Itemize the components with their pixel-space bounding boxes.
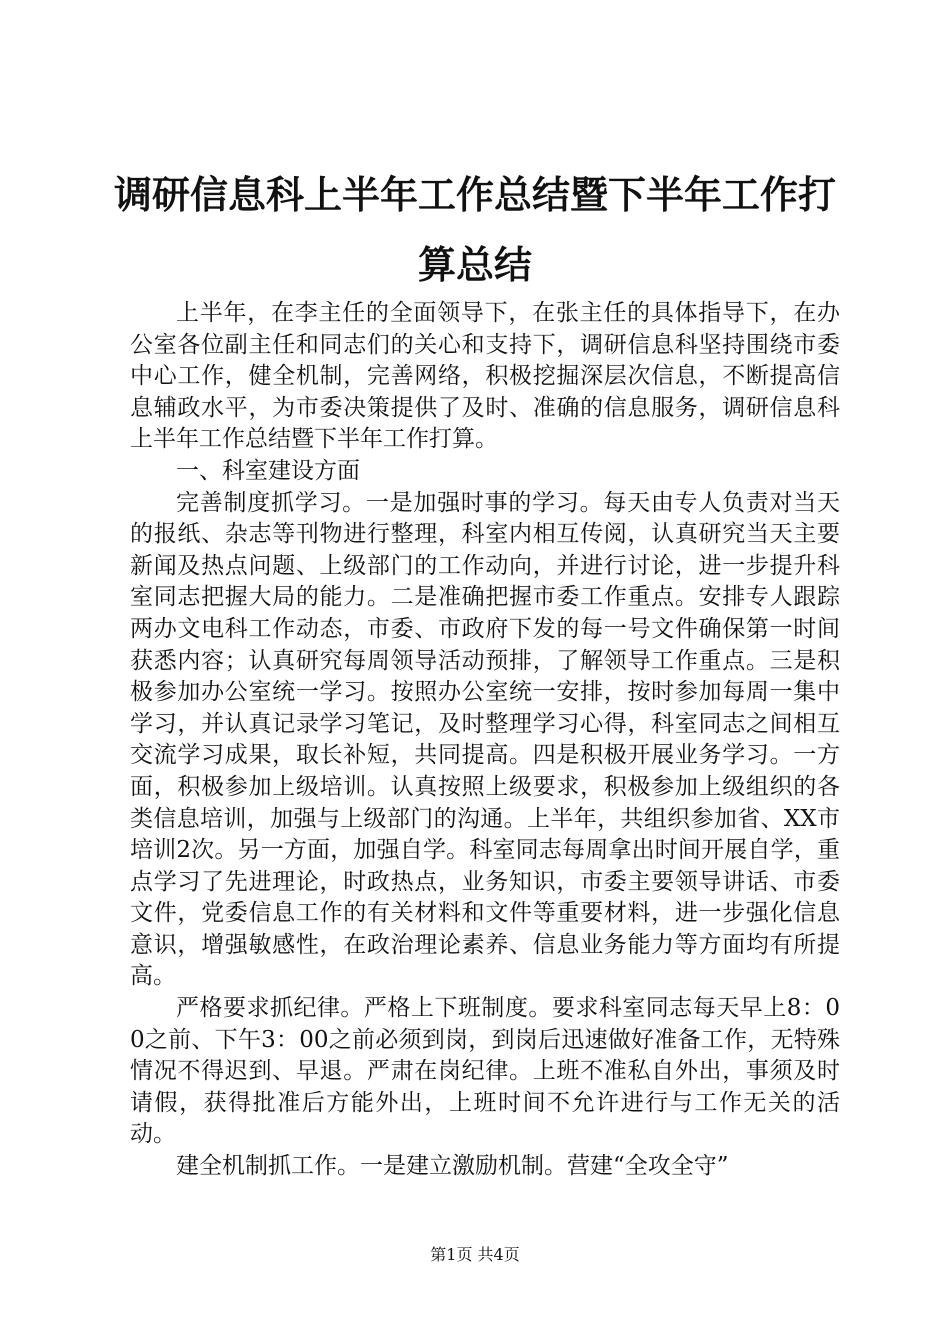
paragraph-mechanism: 建全机制抓工作。一是建立激励机制。营建“全攻全守” xyxy=(176,1153,729,1180)
section-heading: 一、科室建设方面 xyxy=(176,457,360,484)
page-footer: 第1页 共4页 xyxy=(430,1245,520,1264)
document-title: 调研信息科上半年工作总结暨下半年工作打算总结 xyxy=(113,172,836,287)
paragraph-intro: 上半年，在李主任的全面领导下，在张主任的具体指导下，在办公室各位副主任和同志们的关心和支持下，调研信息科坚持围绕市委中心工作，健全机制，完善网络，积极挖掘深层次信息，不断提高信息辅政水平，为市委决策提供了及时、准确的信息服务，调研信息科上半年工作总结暨下半年工作打算。 xyxy=(130,300,840,453)
paragraph-discipline: 严格要求抓纪律。严格上下班制度。要求科室同志每天早上8：00之前、下午3：00之前必须到岗，到岗后迅速做好准备工作，无特殊情况不得迟到、早退。严肃在岗纪律。上班不准私自外出，事须及时请假，获得批准后方能外出，上班时间不允许进行与工作无关的活动。 xyxy=(130,995,840,1148)
paragraph-study: 完善制度抓学习。一是加强时事的学习。每天由专人负责对当天的报纸、杂志等刊物进行整理，科室内相互传阅，认真研究当天主要新闻及热点问题、上级部门的工作动向，并进行讨论，进一步提升科室同志把握大局的能力。二是准确把握市委工作重点。安排专人跟踪两办文电科工作动态，市委、市政府下发的每一号文件确保第一时间获悉内容；认真研究每周领导活动预排，了解领导工作重点。三是积极参加办公室统一学习。按照办公室统一安排，按时参加每周一集中学习，并认真记录学习笔记，及时整理学习心得，科室同志之间相互交流学习成果，取长补短，共同提高。四是积极开展业务学习。一方面，积极参加上级培训。认真按照上级要求，积极参加上级组织的各类信息培训，加强与上级部门的沟通。上半年，共组织参加省、XX市培训2次。另一方面，加强自学。科室同志每周拿出时间开展自学，重点学习了先进理论，时政热点，业务知识，市委主要领导讲话、市委文件，党委信息工作的有关材料和文件等重要材料，进一步强化信息意识，增强敏感性，在政治理论素养、信息业务能力等方面均有所提高。 xyxy=(130,489,840,990)
document-body xyxy=(130,298,840,1183)
